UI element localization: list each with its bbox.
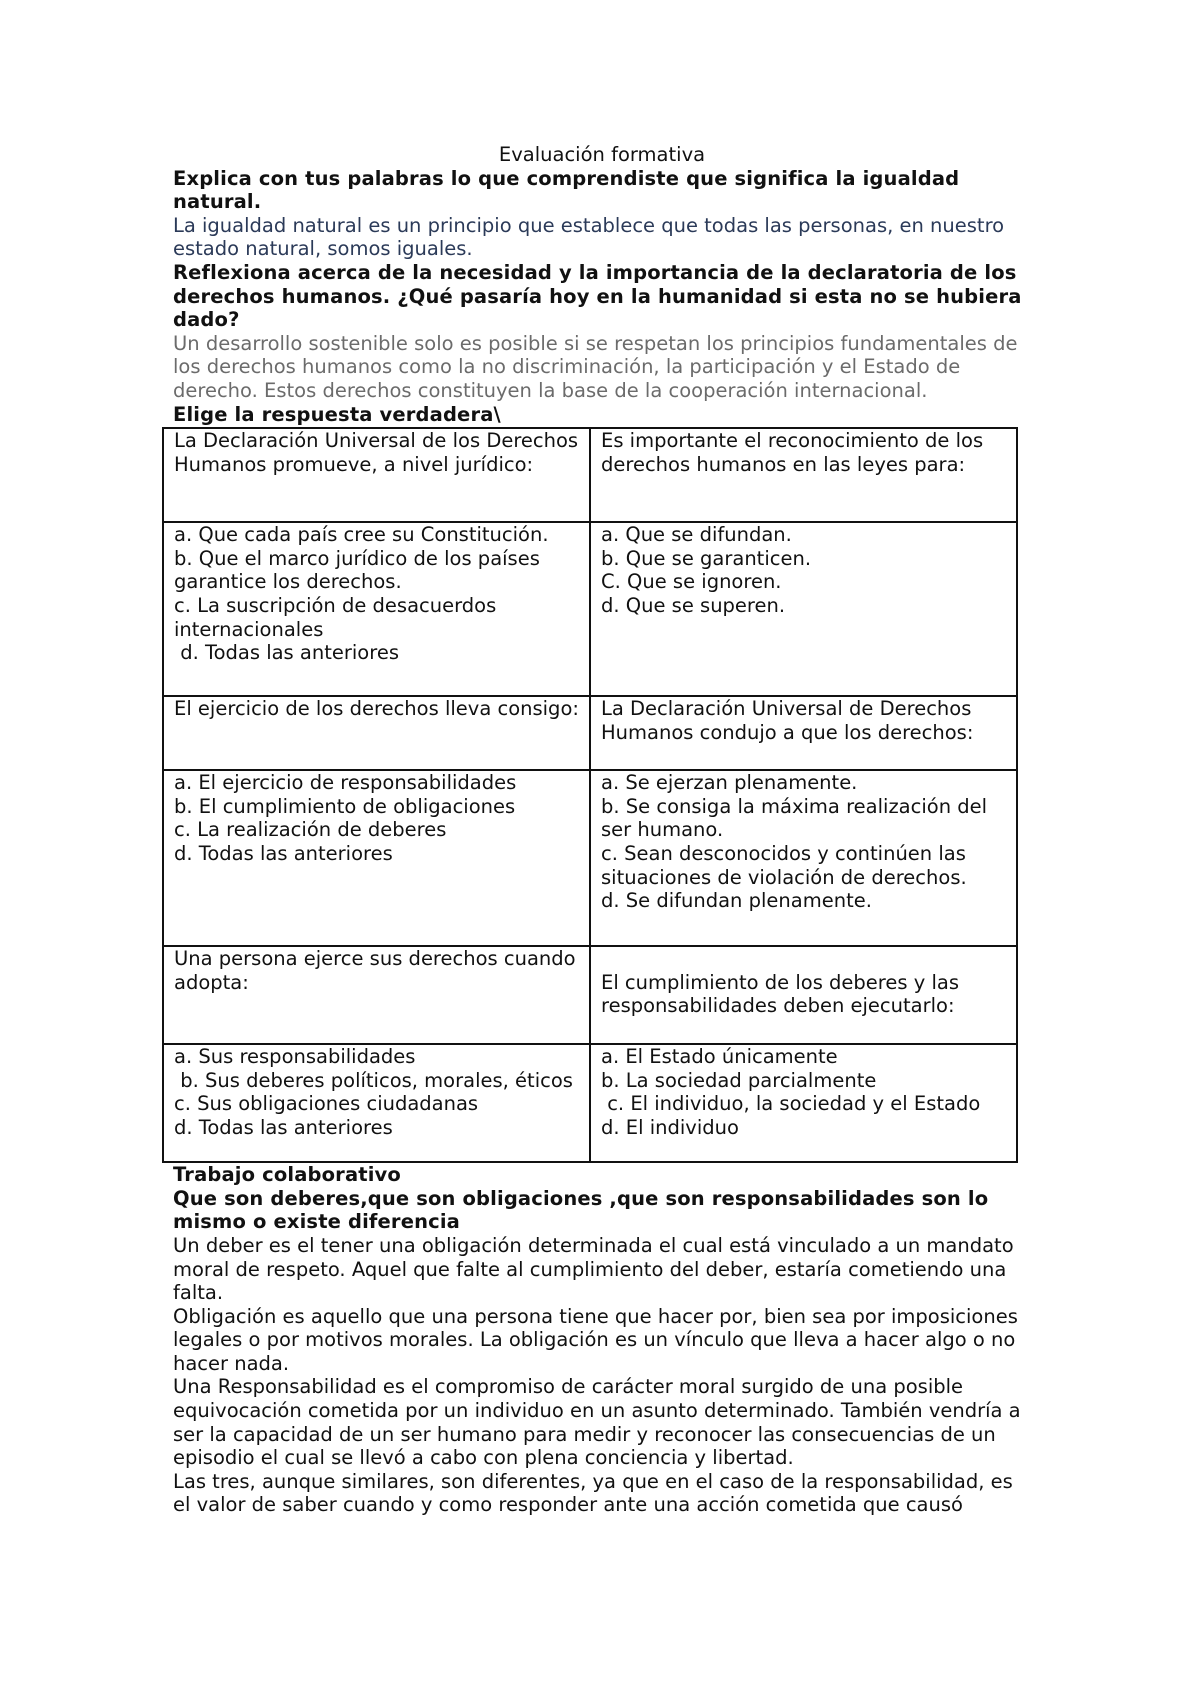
option-line: b. Que se garanticen. — [601, 546, 812, 570]
table-row — [163, 946, 1017, 1044]
question-text: El cumplimiento de los deberes y las responsabilidades deben ejecutarlo: — [601, 970, 966, 1018]
option-line: d. Todas las anteriores — [174, 841, 393, 865]
table-cell — [163, 1044, 590, 1162]
option-line: C. Que se ignoren. — [601, 570, 782, 594]
option-line: b. Se consiga la máxima realización del ser humano. — [601, 794, 994, 842]
paragraph: Las tres, aunque similares, son diferentes, ya que en el caso de la responsabilidad, es el valor de saber cuando y como responder ante una acción cometida que causó — [173, 1469, 1013, 1517]
option-line: c. El individuo, la sociedad y el Estado — [601, 1092, 981, 1116]
section-question: Que son deberes,que son obligaciones ,que son responsabilidades son lo mismo o existe diferencia — [173, 1186, 989, 1234]
option-line: c. Sean desconocidos y continúen las situaciones de violación de derechos. — [601, 841, 973, 889]
table-cell — [163, 522, 590, 696]
table-row — [163, 770, 1017, 946]
cell-spacer — [601, 947, 1008, 971]
table-cell: La Declaración Universal de Derechos Humanos condujo a que los derechos: — [590, 696, 1017, 770]
table-cell — [590, 770, 1017, 946]
option-line: a. Que se difundan. — [601, 523, 792, 547]
answer-1: La igualdad natural es un principio que establece que todas las personas, en nuestro estado natural, somos iguales. — [173, 213, 1005, 261]
option-line: a. Se ejerzan plenamente. — [601, 771, 858, 795]
table-row — [163, 1044, 1017, 1162]
page-title: Evaluación formativa — [498, 143, 706, 166]
quiz-table — [162, 427, 1018, 1163]
answer-2: Un desarrollo sostenible solo es posible si se respetan los principios fundamentales de los derechos humanos como la no discriminación, la participación y el Estado de derecho. Estos derechos constituyen la base de la cooperación internacional. — [173, 331, 1018, 402]
table-cell: Es importante el reconocimiento de los derechos humanos en las leyes para: — [590, 428, 1017, 522]
option-line: c. La realización de deberes — [174, 818, 447, 842]
section-heading: Trabajo colaborativo — [173, 1163, 401, 1187]
paragraph: Una Responsabilidad es el compromiso de carácter moral surgido de una posible equivocación cometida por un individuo en un asunto determinado. También vendría a ser la capacidad de un ser humano para medir y reconocer las consecuencias de un episodio el cual se llevó a cabo con plena conciencia y libertad. — [173, 1375, 1021, 1470]
option-line: b. El cumplimiento de obligaciones — [174, 794, 516, 818]
option-line: d. El individuo — [601, 1115, 739, 1139]
option-line: b. La sociedad parcialmente — [601, 1068, 877, 1092]
option-line: d. Todas las anteriores — [174, 641, 399, 665]
option-line: a. El ejercicio de responsabilidades — [174, 771, 517, 795]
question-1: Explica con tus palabras lo que comprendiste que significa la igualdad natural. — [173, 166, 960, 214]
paragraph: Obligación es aquello que una persona tiene que hacer por, bien sea por imposiciones legales o por motivos morales. La obligación es un vínculo que lleva a hacer algo o no hacer nada. — [173, 1304, 1018, 1375]
option-line: a. El Estado únicamente — [601, 1045, 838, 1069]
table-row — [163, 428, 1017, 522]
option-line: d. Se difundan plenamente. — [601, 889, 872, 913]
option-line: b. Que el marco jurídico de los países garantice los derechos. — [174, 546, 547, 594]
option-line: b. Sus deberes políticos, morales, éticos c. Sus obligaciones ciudadanas — [174, 1068, 580, 1116]
table-row — [163, 696, 1017, 770]
table-cell: El ejercicio de los derechos lleva consigo: — [163, 696, 590, 770]
table-cell: Una persona ejerce sus derechos cuando adopta: — [163, 946, 590, 1044]
table-cell — [590, 522, 1017, 696]
table-cell — [590, 1044, 1017, 1162]
document-page — [173, 143, 1031, 1517]
option-line: a. Que cada país cree su Constitución. — [174, 523, 549, 547]
question-3: Elige la respuesta verdadera\ — [173, 402, 501, 426]
table-row — [163, 522, 1017, 696]
option-line: c. La suscripción de desacuerdos internacionales — [174, 593, 503, 641]
option-line: d. Todas las anteriores — [174, 1115, 393, 1139]
question-2: Reflexiona acerca de la necesidad y la importancia de la declaratoria de los derechos humanos. ¿Qué pasaría hoy en la humanidad si esta no se hubiera dado? — [173, 260, 1022, 332]
option-line: d. Que se superen. — [601, 593, 786, 617]
table-cell: La Declaración Universal de los Derechos Humanos promueve, a nivel jurídico: — [163, 428, 590, 522]
table-cell — [163, 770, 590, 946]
table-cell — [590, 946, 1017, 1044]
option-line: a. Sus responsabilidades — [174, 1045, 416, 1069]
paragraph: Un deber es el tener una obligación determinada el cual está vinculado a un mandato moral de respeto. Aquel que falte al cumplimiento del deber, estaría cometiendo una falta. — [173, 1233, 1014, 1305]
